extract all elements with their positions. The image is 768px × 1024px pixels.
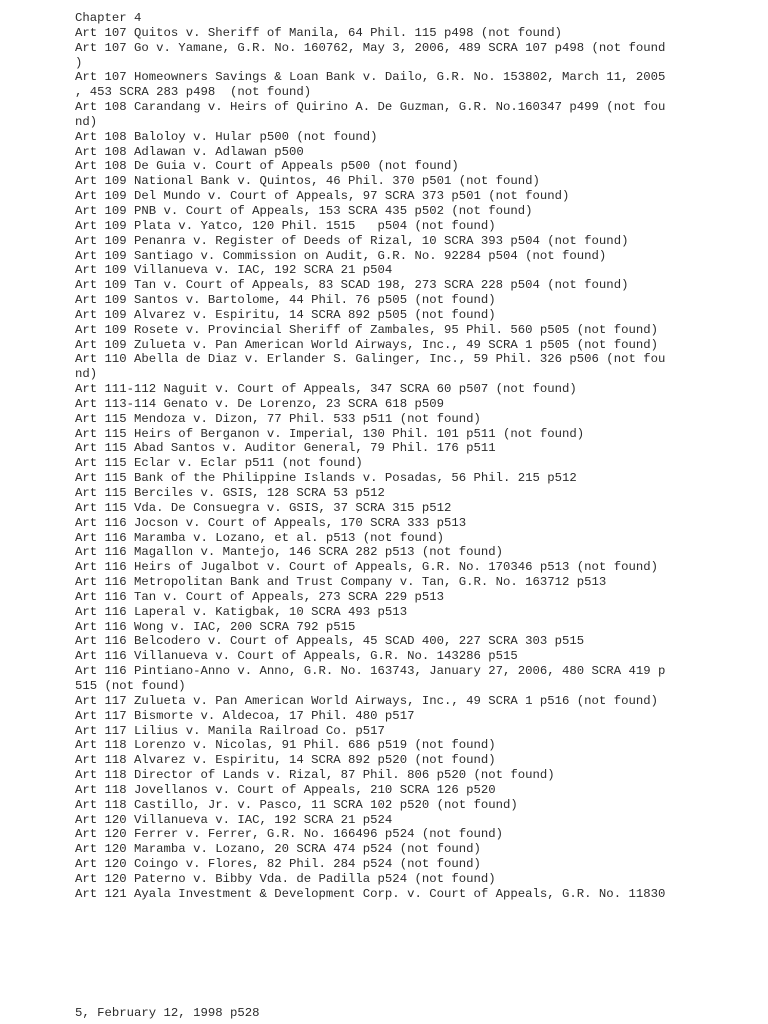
citation-line: Art 115 Heirs of Berganon v. Imperial, 130 Phil. 101 p511 (not found) xyxy=(75,426,585,441)
citation-line: Art 109 Santiago v. Commission on Audit, G.R. No. 92284 p504 (not found) xyxy=(75,248,607,263)
citation-line: Art 118 Director of Lands v. Rizal, 87 Phil. 806 p520 (not found) xyxy=(75,768,555,783)
citation-line: Art 109 Alvarez v. Espiritu, 14 SCRA 892 p505 (not found) xyxy=(75,307,496,322)
citation-line: Art 118 Lorenzo v. Nicolas, 91 Phil. 686 p519 (not found) xyxy=(75,738,496,753)
citation-line: Art 107 Quitos v. Sheriff of Manila, 64 Phil. 115 p498 (not found) xyxy=(75,25,563,40)
citation-line: Art 109 Villanueva v. IAC, 192 SCRA 21 p504 xyxy=(75,263,393,278)
citation-line: Art 117 Lilius v. Manila Railroad Co. p517 xyxy=(75,723,385,738)
citation-line: Art 117 Zulueta v. Pan American World Airways, Inc., 49 SCRA 1 p516 (not found) xyxy=(75,693,658,708)
citation-line: nd) xyxy=(75,367,98,382)
citation-line: Art 115 Mendoza v. Dizon, 77 Phil. 533 p511 (not found) xyxy=(75,411,481,426)
citation-line: ) xyxy=(75,55,83,70)
citation-line: Art 115 Eclar v. Eclar p511 (not found) xyxy=(75,456,363,471)
citation-line: Art 120 Maramba v. Lozano, 20 SCRA 474 p524 (not found) xyxy=(75,842,481,857)
page-bottom-continuation-line: 5, February 12, 1998 p528 xyxy=(75,1006,260,1020)
citation-line: Art 118 Castillo, Jr. v. Pasco, 11 SCRA 102 p520 (not found) xyxy=(75,797,518,812)
citation-line: Art 109 National Bank v. Quintos, 46 Phil. 370 p501 (not found) xyxy=(75,174,540,189)
citation-line: Art 107 Go v. Yamane, G.R. No. 160762, May 3, 2006, 489 SCRA 107 p498 (not found xyxy=(75,40,666,55)
citation-line: nd) xyxy=(75,114,98,129)
citation-line: Art 117 Bismorte v. Aldecoa, 17 Phil. 480 p517 xyxy=(75,708,415,723)
citation-line: Art 116 Metropolitan Bank and Trust Company v. Tan, G.R. No. 163712 p513 xyxy=(75,575,607,590)
citation-line: Art 120 Villanueva v. IAC, 192 SCRA 21 p524 xyxy=(75,812,393,827)
citation-line: Art 108 De Guia v. Court of Appeals p500 (not found) xyxy=(75,159,459,174)
citation-line: Art 116 Villanueva v. Court of Appeals, G.R. No. 143286 p515 xyxy=(75,649,518,664)
citation-line: Art 115 Abad Santos v. Auditor General, 79 Phil. 176 p511 xyxy=(75,441,496,456)
citation-line: Art 120 Paterno v. Bibby Vda. de Padilla p524 (not found) xyxy=(75,871,496,886)
citation-line: Art 116 Magallon v. Mantejo, 146 SCRA 282 p513 (not found) xyxy=(75,545,504,560)
citation-line: Art 108 Baloloy v. Hular p500 (not found) xyxy=(75,129,378,144)
citation-line: Art 109 PNB v. Court of Appeals, 153 SCRA 435 p502 (not found) xyxy=(75,203,533,218)
citation-line: Art 109 Plata v. Yatco, 120 Phil. 1515 p504 (not found) xyxy=(75,218,496,233)
citation-line: Art 109 Santos v. Bartolome, 44 Phil. 76 p505 (not found) xyxy=(75,293,496,308)
citation-line: Art 116 Tan v. Court of Appeals, 273 SCRA 229 p513 xyxy=(75,589,444,604)
citation-line: Art 116 Laperal v. Katigbak, 10 SCRA 493 p513 xyxy=(75,604,408,619)
citation-line: Art 111-112 Naguit v. Court of Appeals, 347 SCRA 60 p507 (not found) xyxy=(75,382,577,397)
citation-line: Art 118 Jovellanos v. Court of Appeals, 210 SCRA 126 p520 xyxy=(75,782,496,797)
citation-line: Art 118 Alvarez v. Espiritu, 14 SCRA 892 p520 (not found) xyxy=(75,753,496,768)
citation-line: Art 108 Carandang v. Heirs of Quirino A. De Guzman, G.R. No.160347 p499 (not fou xyxy=(75,100,666,115)
citation-line: Art 107 Homeowners Savings & Loan Bank v. Dailo, G.R. No. 153802, March 11, 2005 xyxy=(75,70,666,85)
citation-line: Art 120 Ferrer v. Ferrer, G.R. No. 166496 p524 (not found) xyxy=(75,827,504,842)
citation-line: Art 109 Zulueta v. Pan American World Airways, Inc., 49 SCRA 1 p505 (not found) xyxy=(75,337,658,352)
citation-line: Art 116 Heirs of Jugalbot v. Court of Appeals, G.R. No. 170346 p513 (not found) xyxy=(75,560,658,575)
citation-line: Art 110 Abella de Diaz v. Erlander S. Galinger, Inc., 59 Phil. 326 p506 (not fou xyxy=(75,352,666,367)
citation-line: Art 116 Belcodero v. Court of Appeals, 45 SCAD 400, 227 SCRA 303 p515 xyxy=(75,634,585,649)
citation-line: Art 116 Wong v. IAC, 200 SCRA 792 p515 xyxy=(75,619,356,634)
citation-line: Art 109 Rosete v. Provincial Sheriff of Zambales, 95 Phil. 560 p505 (not found) xyxy=(75,322,658,337)
citation-line: , 453 SCRA 283 p498 (not found) xyxy=(75,85,312,100)
citation-line: Art 113-114 Genato v. De Lorenzo, 23 SCRA 618 p509 xyxy=(75,396,444,411)
citation-line: Art 109 Penanra v. Register of Deeds of Rizal, 10 SCRA 393 p504 (not found) xyxy=(75,233,629,248)
citation-line: Art 116 Maramba v. Lozano, et al. p513 (not found) xyxy=(75,530,444,545)
citation-line: Art 109 Del Mundo v. Court of Appeals, 97 SCRA 373 p501 (not found) xyxy=(75,189,570,204)
citation-line: Art 109 Tan v. Court of Appeals, 83 SCAD 198, 273 SCRA 228 p504 (not found) xyxy=(75,278,629,293)
citation-line: Art 115 Vda. De Consuegra v. GSIS, 37 SCRA 315 p512 xyxy=(75,500,452,515)
citation-line: Art 121 Ayala Investment & Development Corp. v. Court of Appeals, G.R. No. 11830 xyxy=(75,886,666,901)
citation-line: Art 116 Jocson v. Court of Appeals, 170 SCRA 333 p513 xyxy=(75,515,467,530)
citation-line: Art 116 Pintiano-Anno v. Anno, G.R. No. 163743, January 27, 2006, 480 SCRA 419 p xyxy=(75,664,666,679)
citation-line: Art 108 Adlawan v. Adlawan p500 xyxy=(75,144,304,159)
citation-line: Art 120 Coingo v. Flores, 82 Phil. 284 p524 (not found) xyxy=(75,857,481,872)
citation-line: Art 115 Bank of the Philippine Islands v. Posadas, 56 Phil. 215 p512 xyxy=(75,471,577,486)
citation-line: Art 115 Berciles v. GSIS, 128 SCRA 53 p512 xyxy=(75,486,385,500)
chapter-heading: Chapter 4 xyxy=(75,11,142,25)
case-citation-list xyxy=(75,11,665,902)
citation-line: 515 (not found) xyxy=(75,678,186,693)
